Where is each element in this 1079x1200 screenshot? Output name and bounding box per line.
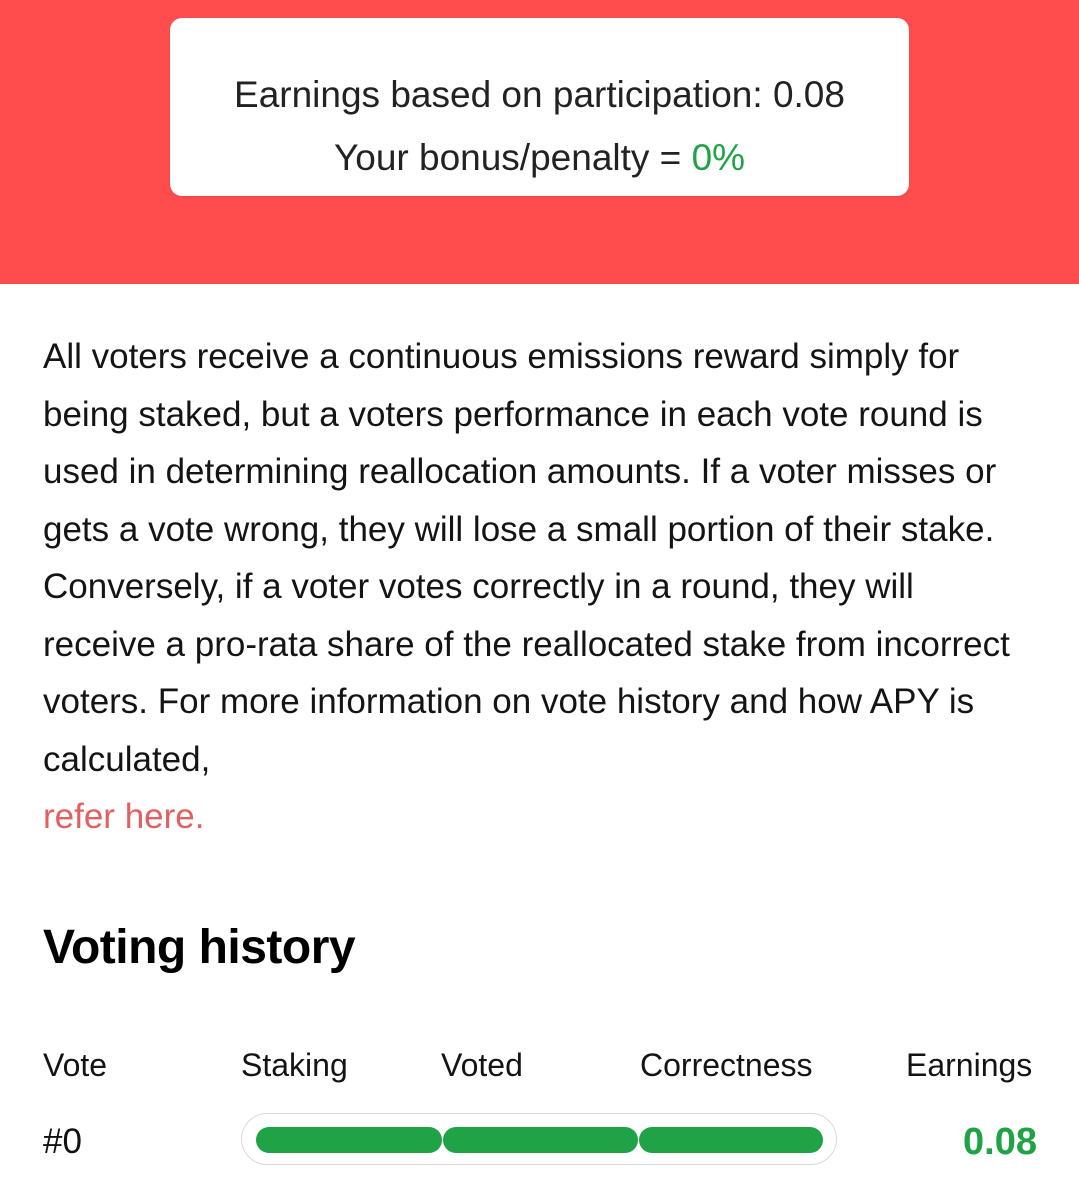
column-header-staking: Staking [241,1047,348,1083]
correctness-status-segment [639,1127,823,1153]
header-banner [0,0,1079,284]
description-text: All voters receive a continuous emissions reward simply for being staked, but a voters performance in each vote round is used in determining reallocation amounts. If a voter misses or gets a vote wrong, they will lose a small portion of their stake. Conversely, if a voter votes correctly in a round, they will receive a pro-rata share of the reallocated stake from incorrect voters. For more information on vote history and how APY is calculated, [43,337,1010,779]
earnings-value: 0.08 [772,74,845,115]
earnings-label: Earnings based on participation: [234,74,763,115]
voting-history-title: Voting history [43,921,356,974]
staking-status-segment [256,1127,442,1153]
column-header-correctness: Correctness [640,1047,813,1083]
refer-here-link[interactable]: refer here. [43,797,205,836]
column-header-voted: Voted [441,1047,523,1083]
bonus-label: Your bonus/penalty = [333,137,682,178]
vote-status-bar [241,1113,837,1165]
column-header-earnings: Earnings [906,1047,1033,1083]
column-header-vote: Vote [43,1047,108,1083]
earnings-line [170,75,909,115]
bonus-line [170,138,909,178]
vote-id: #0 [43,1122,82,1161]
vote-earnings: 0.08 [963,1121,1037,1163]
voted-status-segment [443,1127,638,1153]
bonus-value: 0% [691,137,746,178]
earnings-summary-card [170,18,909,196]
voting-description [43,328,1033,846]
